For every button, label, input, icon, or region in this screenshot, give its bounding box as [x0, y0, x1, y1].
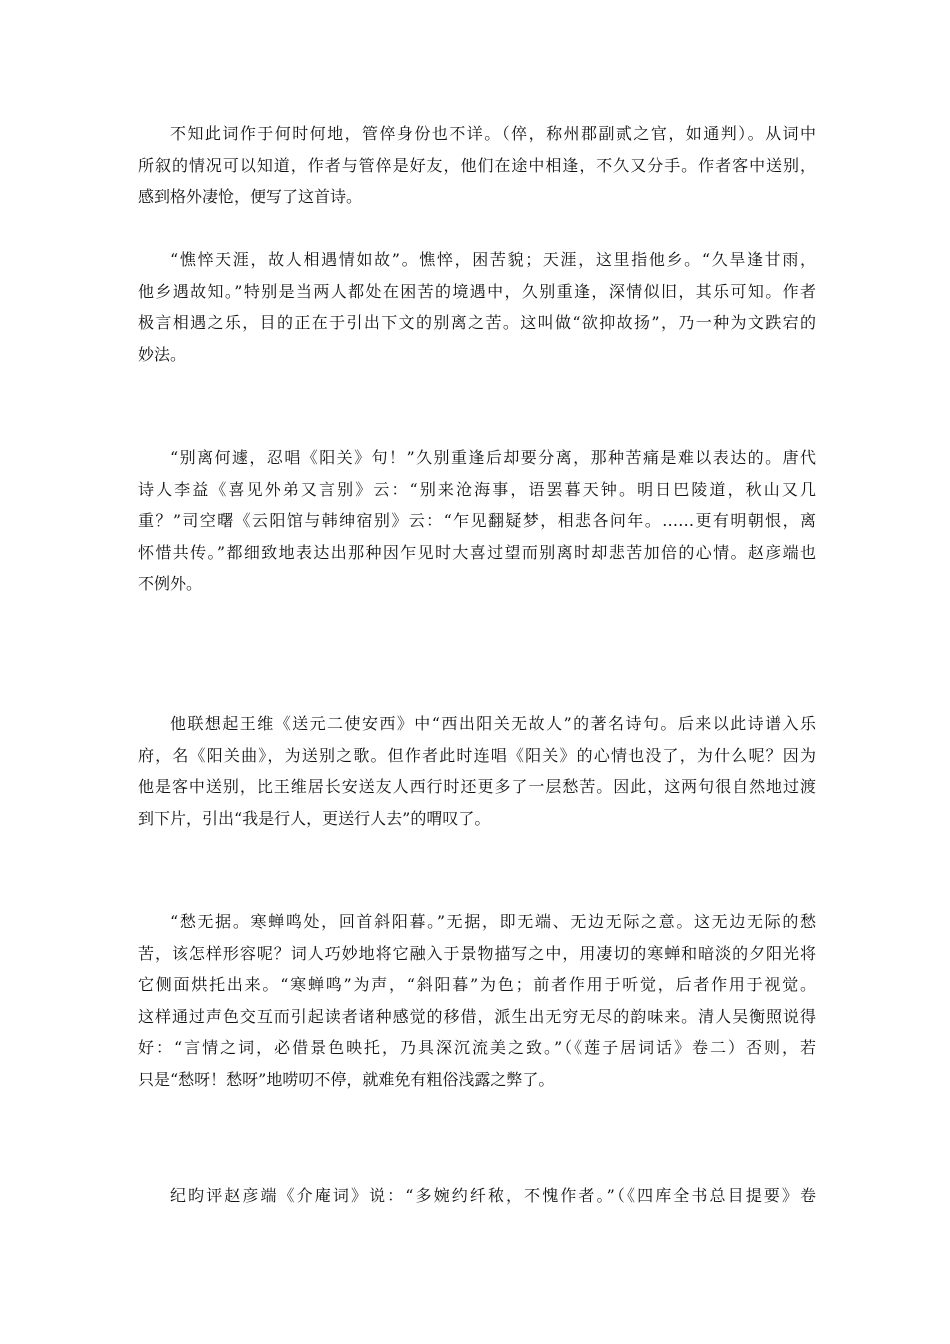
text-line: 好：“言情之词，必借景色映托，乃具深沉流美之致。”（《莲子居词话》卷二）否则，若 [138, 1038, 816, 1057]
text-line: 只是“愁呀！愁呀”地唠叨不停，就难免有粗俗浅露之弊了。 [138, 1069, 555, 1089]
paragraph-1 [138, 118, 816, 213]
text-line: 不知此词作于何时何地，管倅身份也不详。（倅，称州郡副贰之官，如通判）。从词中 [170, 124, 816, 143]
text-line: 它侧面烘托出来。“寒蝉鸣”为声，“斜阳暮”为色；前者作用于听觉，后者作用于视觉。 [138, 975, 816, 994]
text-line: 极言相遇之乐，目的正在于引出下文的别离之苦。这叫做“欲抑故扬”，乃一种为文跌宕的 [138, 313, 816, 332]
text-line: 他是客中送别，比王维居长安送友人西行时还更多了一层愁苦。因此，这两句很自然地过渡 [138, 777, 816, 796]
text-line: 感到格外凄怆，便写了这首诗。 [138, 187, 363, 206]
text-line: “憔悴天涯，故人相遇情如故”。憔悴，困苦貌；天涯，这里指他乡。“久旱逢甘雨， [170, 250, 816, 269]
text-line: 诗人李益《喜见外弟又言别》云：“别来沧海事，语罢暮天钟。明日巴陵道，秋山又几 [138, 479, 816, 499]
text-line: 怀惜共传。”都细致地表达出那种因乍见时大喜过望而别离时却悲苦加倍的心情。赵彦端也 [138, 542, 816, 562]
text-line: 他乡遇故知。”特别是当两人都处在困苦的境遇中，久别重逢，深情似旧，其乐可知。作者 [138, 281, 816, 301]
paragraph-2 [138, 244, 816, 370]
text-line: 妙法。 [138, 344, 187, 364]
text-line: 到下片，引出“我是行人，更送行人去”的喟叹了。 [138, 808, 491, 828]
text-line: “愁无据。寒蝉鸣处，回首斜阳暮。”无据，即无端、无边无际之意。这无边无际的愁 [170, 912, 816, 931]
text-line: 不例外。 [138, 574, 203, 593]
paragraph-3 [138, 442, 816, 600]
text-line: 重？”司空曙《云阳馆与韩绅宿别》云：“乍见翻疑梦，相悲各问年。……更有明朝恨，离 [138, 511, 816, 530]
text-line: 所叙的情况可以知道，作者与管倅是好友，他们在途中相逢，不久又分手。作者客中送别， [138, 155, 816, 175]
text-line: 府，名《阳关曲》，为送别之歌。但作者此时连唱《阳关》的心情也没了，为什么呢？因为 [138, 745, 816, 765]
text-line: 纪昀评赵彦端《介庵词》说：“多婉约纤秾，不愧作者。”（《四库全书总目提要》卷 [170, 1186, 816, 1205]
paragraph-4 [138, 708, 816, 834]
paragraph-6 [138, 1180, 816, 1212]
paragraph-5 [138, 906, 816, 1095]
text-line: 这样通过声色交互而引起读者诸种感觉的移借，派生出无穷无尽的韵味来。清人吴衡照说得 [138, 1006, 816, 1026]
text-line: “别离何遽，忍唱《阳关》句！”久别重逢后却要分离，那种苦痛是难以表达的。唐代 [170, 448, 816, 467]
text-line: 苦，该怎样形容呢？词人巧妙地将它融入于景物描写之中，用凄切的寒蝉和暗淡的夕阳光将 [138, 943, 816, 963]
text-line: 他联想起王维《送元二使安西》中“西出阳关无故人”的著名诗句。后来以此诗谱入乐 [170, 714, 816, 733]
